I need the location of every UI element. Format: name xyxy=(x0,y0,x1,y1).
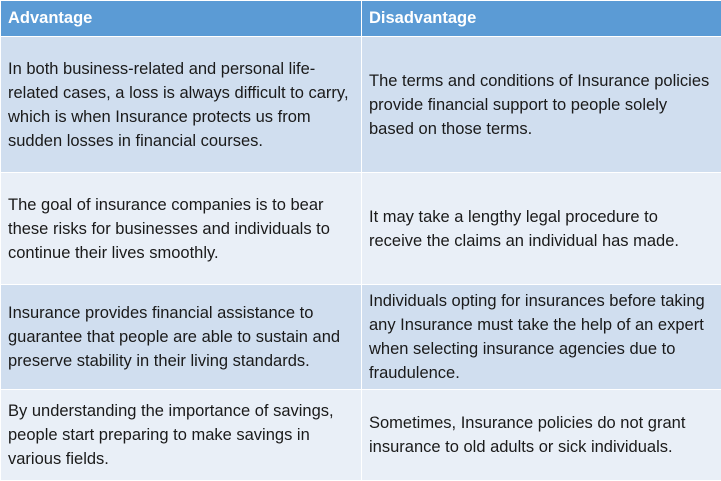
disadvantage-cell: It may take a lengthy legal procedure to receive the claims an individual has made. xyxy=(362,173,721,285)
table-row xyxy=(1,285,721,390)
advantage-cell: In both business-related and personal life-related cases, a loss is always difficult to carry, which is when Insurance protects us from sudden losses in financial courses. xyxy=(1,37,362,173)
header-row xyxy=(1,1,721,37)
advantage-cell: By understanding the importance of savings, people start preparing to make savings in various fields. xyxy=(1,390,362,481)
table-row xyxy=(1,390,721,481)
disadvantage-cell: Individuals opting for insurances before taking any Insurance must take the help of an expert when selecting insurance agencies due to fraudulence. xyxy=(362,285,721,390)
disadvantage-cell: Sometimes, Insurance policies do not grant insurance to old adults or sick individuals. xyxy=(362,390,721,481)
advantage-cell: The goal of insurance companies is to bear these risks for businesses and individuals to continue their lives smoothly. xyxy=(1,173,362,285)
advantage-header: Advantage xyxy=(1,1,362,37)
table-row xyxy=(1,173,721,285)
table-row xyxy=(1,37,721,173)
disadvantage-header: Disadvantage xyxy=(362,1,721,37)
disadvantage-cell: The terms and conditions of Insurance policies provide financial support to people solely based on those terms. xyxy=(362,37,721,173)
advantage-cell: Insurance provides financial assistance to guarantee that people are able to sustain and preserve stability in their living standards. xyxy=(1,285,362,390)
